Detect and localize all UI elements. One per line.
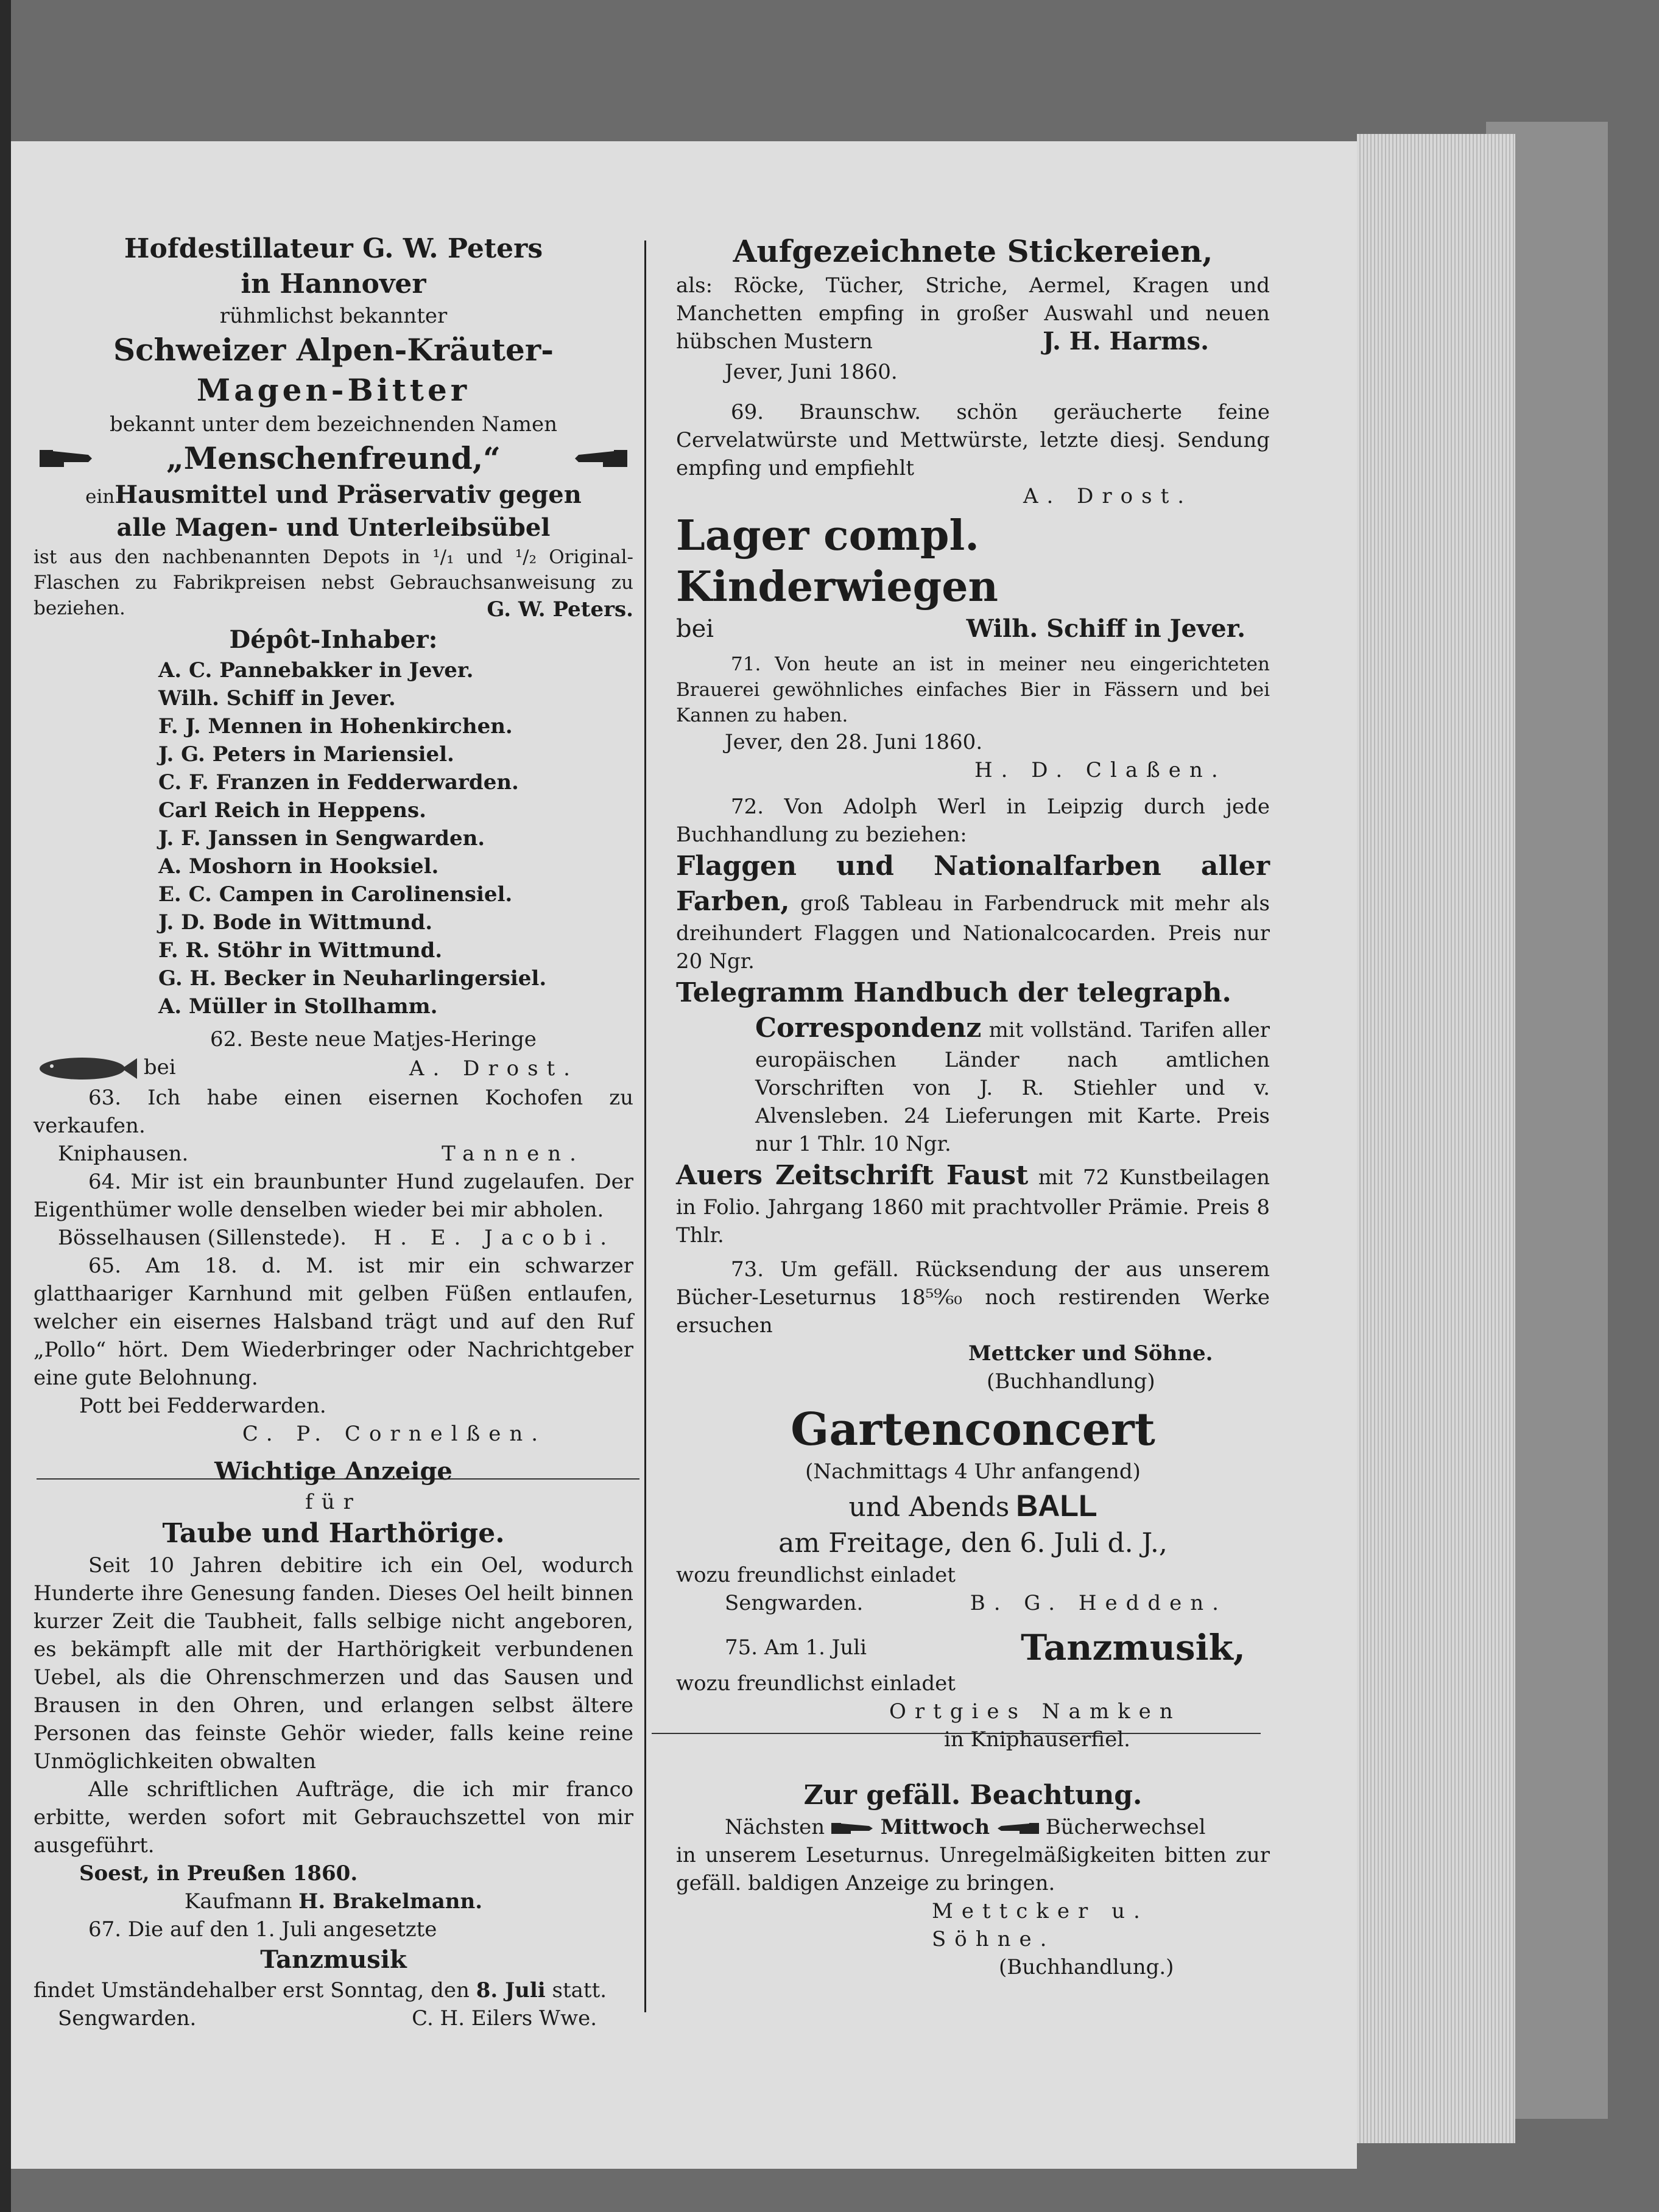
ad64-name: H. E. Jacobi. <box>373 1226 615 1250</box>
ad74-title: Gartenconcert <box>791 1403 1155 1456</box>
ad75-name: Ortgies Namken <box>889 1699 1182 1724</box>
ad76-line1: Nächsten Mittwoch Bücherwechsel <box>725 1815 1206 1839</box>
ad68-title: Aufgezeichnete Stickereien, <box>733 233 1213 269</box>
ad-66 <box>33 1455 633 1915</box>
ad65-text: 65. Am 18. d. M. ist mir ein schwarzer glatthaariger Karnhund mit gelben Füßen entlaufen, welcher ein eisernes Halsband trägt und auf den Ruf „Pollo“ hört. Dem Wiederbringer oder Nachrichtgeber eine gute Belohnung. <box>33 1254 633 1390</box>
ad66-signature: Kaufmann H. Brakelmann. <box>184 1889 483 1914</box>
peters-brand-name: „Menschenfreund,“ <box>166 440 501 476</box>
peters-body: ist aus den nachbenannten Depots in ¹/₁ und ¹/₂ Original-Flaschen zu Fabrikpreisen nebst Gebrauchsanweisung zu beziehen. <box>33 546 633 619</box>
pointing-hand-left-icon <box>572 445 627 472</box>
ad76-body: in unserem Leseturnus. Unregelmäßigkeiten bitten zur gefäll. baldigen Anzeige zu bringen. <box>676 1843 1270 1895</box>
depot-item: F. J. Mennen in Hohenkirchen. <box>158 714 513 739</box>
ad74-place: Sengwarden. <box>725 1591 864 1615</box>
book-binding-left <box>0 0 11 2212</box>
ad75-row <box>676 1626 1270 1670</box>
ad69-name: A. Drost. <box>1023 484 1193 508</box>
ad64-place: Bösselhausen (Sillenstede). <box>58 1226 347 1250</box>
ad63-row <box>33 1140 633 1168</box>
ad73-sub: (Buchhandlung) <box>987 1369 1155 1394</box>
ad66-body: Seit 10 Jahren debitire ich ein Oel, wodurch Hunderte ihre Genesung fanden. Dieses Oel heilt binnen kurzer Zeit die Taubheit, falls selbige nicht angeboren, es bekämpft alle mit der Harthörigkeit verbundenen Uebel, als die Ohrenschmerzen und das Sausen und Brausen in den Ohren, und erlangen selbst ältere Personen das feinste Gehör wieder, falls keine reine Unmöglichkeiten obwalten <box>33 1553 633 1774</box>
ad68-name: J. H. Harms. <box>1043 327 1209 356</box>
ad68-body: als: Röcke, Tücher, Striche, Aermel, Kragen und Manchetten empfing in großer Auswahl und neuen hübschen Mustern <box>676 273 1270 354</box>
ad63-name: Tannen. <box>442 1142 585 1166</box>
page-edges <box>1357 134 1515 2143</box>
ad72-item1: Farben, groß Tableau in Farbendruck mit mehr als dreihundert Flaggen und Nationalcocarden. Preis nur 20 Ngr. <box>676 886 1270 974</box>
ad65-place: Pott bei Fedderwarden. <box>79 1394 326 1418</box>
peters-known-as: bekannt unter dem bezeichnenden Namen <box>109 412 558 437</box>
ad-64 <box>33 1168 633 1252</box>
right-column <box>676 231 1270 1981</box>
depot-item: A. Moshorn in Hooksiel. <box>158 854 439 879</box>
ad74-line2: am Freitage, den 6. Juli d. J., <box>778 1528 1168 1559</box>
ad63-text: 63. Ich habe einen eisernen Kochofen zu verkaufen. <box>33 1086 633 1138</box>
ad72-title2: Telegramm Handbuch der telegraph. <box>676 977 1231 1008</box>
peters-ailments: alle Magen- und Unterleibsübel <box>116 513 551 542</box>
depot-list <box>33 656 633 1020</box>
depot-item: G. H. Becker in Neuharlingersiel. <box>158 966 547 991</box>
ad-65 <box>33 1252 633 1448</box>
ad71-place: Jever, den 28. Juni 1860. <box>725 730 983 754</box>
depot-item: A. C. Pannebakker in Jever. <box>158 658 474 683</box>
ad-67 <box>33 1915 633 2032</box>
ad72-intro: 72. Von Adolph Werl in Leipzig durch jede Buchhandlung zu beziehen: <box>676 795 1270 847</box>
ad66-place: Soest, in Preußen 1860. <box>79 1861 358 1886</box>
ad65-name: C. P. Cornelßen. <box>242 1422 547 1446</box>
depot-item: J. F. Janssen in Sengwarden. <box>158 826 485 851</box>
depot-title: Dépôt-Inhaber: <box>229 625 438 654</box>
peters-product2: Magen-Bitter <box>196 372 471 408</box>
ad76-title: Zur gefäll. Beachtung. <box>803 1780 1143 1811</box>
peters-name-row <box>33 438 633 479</box>
fish-icon <box>33 1053 137 1084</box>
ad66-body2: Alle schriftlichen Aufträge, die ich mir franco erbitte, werden sofort mit Gebrauchszettel von mir ausgeführt. <box>33 1777 633 1858</box>
ad71-text: 71. Von heute an ist in meiner neu eingerichteten Brauerei gewöhnliches einfaches Bier in Fässern und bei Kannen zu haben. <box>676 653 1270 726</box>
ad72-title1: Flaggen und Nationalfarben aller <box>676 851 1270 882</box>
column-divider <box>644 241 646 2012</box>
ad74-row <box>676 1589 1270 1617</box>
depot-item: J. G. Peters in Mariensiel. <box>158 742 454 767</box>
peters-product1: Schweizer Alpen-Kräuter- <box>113 332 554 368</box>
ad75-line1: 75. Am 1. Juli <box>725 1635 867 1660</box>
ad74-invite: wozu freundlichst einladet <box>676 1563 956 1587</box>
peters-title: Hofdestillateur G. W. Peters <box>124 233 543 264</box>
ad73-name: Mettcker und Söhne. <box>968 1341 1213 1366</box>
depot-item: Carl Reich in Heppens. <box>158 798 426 823</box>
ad66-title3: Taube und Harthörige. <box>162 1518 505 1549</box>
ad62-bei: bei <box>143 1055 176 1080</box>
ad-73 <box>676 1255 1270 1396</box>
ad73-text: 73. Um gefäll. Rücksendung der aus unserem Bücher-Leseturnus 18⁵⁹⁄₆₀ noch restirenden Werke ersuchen <box>676 1257 1270 1338</box>
ad-63 <box>33 1084 633 1168</box>
depot-item: C. F. Franzen in Fedderwarden. <box>158 770 519 795</box>
ad62-text: 62. Beste neue Matjes-Heringe <box>210 1027 537 1052</box>
ad-68 <box>676 231 1270 386</box>
pointing-hand-right-icon <box>40 445 94 472</box>
ad70-row <box>676 613 1270 645</box>
ad71-name: H. D. Claßen. <box>974 758 1227 782</box>
ad67-name: C. H. Eilers Wwe. <box>412 2006 597 2031</box>
ad76-sub: (Buchhandlung.) <box>999 1955 1174 1979</box>
ad-71 <box>676 651 1270 784</box>
ad67-place: Sengwarden. <box>58 2006 197 2031</box>
ad67-row <box>33 2004 633 2032</box>
ad-72 <box>676 793 1270 1249</box>
ad64-row <box>33 1224 633 1252</box>
depot-item: Wilh. Schiff in Jever. <box>158 686 396 711</box>
peters-city: in Hannover <box>241 269 426 300</box>
ad75-invite: wozu freundlichst einladet <box>676 1671 956 1696</box>
ad-76 <box>676 1778 1270 1981</box>
ad66-title2: für <box>305 1490 362 1514</box>
ad74-name: B. G. Hedden. <box>970 1591 1227 1615</box>
ad67-line2: findet Umständehalber erst Sonntag, den 8. Juli statt. <box>33 1978 607 2003</box>
ad63-place: Kniphausen. <box>58 1142 189 1166</box>
ad68-place: Jever, Juni 1860. <box>725 360 898 384</box>
ad69-text: 69. Braunschw. schön geräucherte feine Cervelatwürste und Mettwürste, letzte diesj. Sendung empfing und empfiehlt <box>676 400 1270 480</box>
ad62-name: A. Drost. <box>409 1056 579 1081</box>
peters-famous: rühmlichst bekannter <box>219 304 448 328</box>
ad-74 <box>676 1402 1270 1617</box>
ad67-title: Tanzmusik <box>260 1945 407 1974</box>
ad64-text: 64. Mir ist ein braunbunter Hund zugelaufen. Der Eigenthümer wolle denselben wieder bei mir abholen. <box>33 1170 633 1222</box>
ad74-line1: und Abends BALL <box>848 1489 1097 1523</box>
ad70-title: Lager compl. Kinderwiegen <box>676 511 998 611</box>
ad75-title: Tanzmusik, <box>1021 1627 1245 1668</box>
ad62-row <box>33 1053 633 1084</box>
ad67-line1: 67. Die auf den 1. Juli angesetzte <box>88 1917 437 1942</box>
pointing-hand-right-icon <box>831 1819 874 1838</box>
ad-70 <box>676 510 1270 645</box>
ad70-bei: bei <box>676 615 714 643</box>
depot-item: F. R. Stöhr in Wittmund. <box>158 938 443 963</box>
peters-signature: G. W. Peters. <box>487 597 633 622</box>
ad-69 <box>676 398 1270 510</box>
ad75-place: in Kniphauserfiel. <box>944 1727 1130 1752</box>
depot-item: A. Müller in Stollhamm. <box>158 994 438 1019</box>
ad-75 <box>676 1626 1270 1754</box>
pointing-hand-left-icon <box>996 1819 1039 1838</box>
ad-62 <box>33 1025 633 1084</box>
ad74-sub: (Nachmittags 4 Uhr anfangend) <box>805 1459 1141 1484</box>
left-column <box>33 231 633 2032</box>
peters-remedy: einHausmittel und Präservativ gegen <box>85 480 582 509</box>
ad62-bei-wrap <box>33 1053 176 1084</box>
ad72-item2: Correspondenz mit vollständ. Tarifen aller europäischen Länder nach amtlichen Vorschriften von J. R. Stiehler und v. Alvensleben. 24 Lieferungen mit Karte. Preis nur 1 Thlr. 10 Ngr. <box>755 1013 1270 1156</box>
ad-peters <box>33 231 633 1020</box>
depot-item: J. D. Bode in Wittmund. <box>158 910 433 935</box>
ad66-title1: Wichtige Anzeige <box>214 1457 453 1486</box>
ad70-name: Wilh. Schiff in Jever. <box>966 614 1245 643</box>
depot-item: E. C. Campen in Carolinensiel. <box>158 882 513 907</box>
ad76-name: Mettcker u. Söhne. <box>932 1899 1149 1951</box>
ad72-item3: Auers Zeitschrift Faust mit 72 Kunstbeilagen in Folio. Jahrgang 1860 mit prachtvoller Prämie. Preis 8 Thlr. <box>676 1160 1270 1248</box>
